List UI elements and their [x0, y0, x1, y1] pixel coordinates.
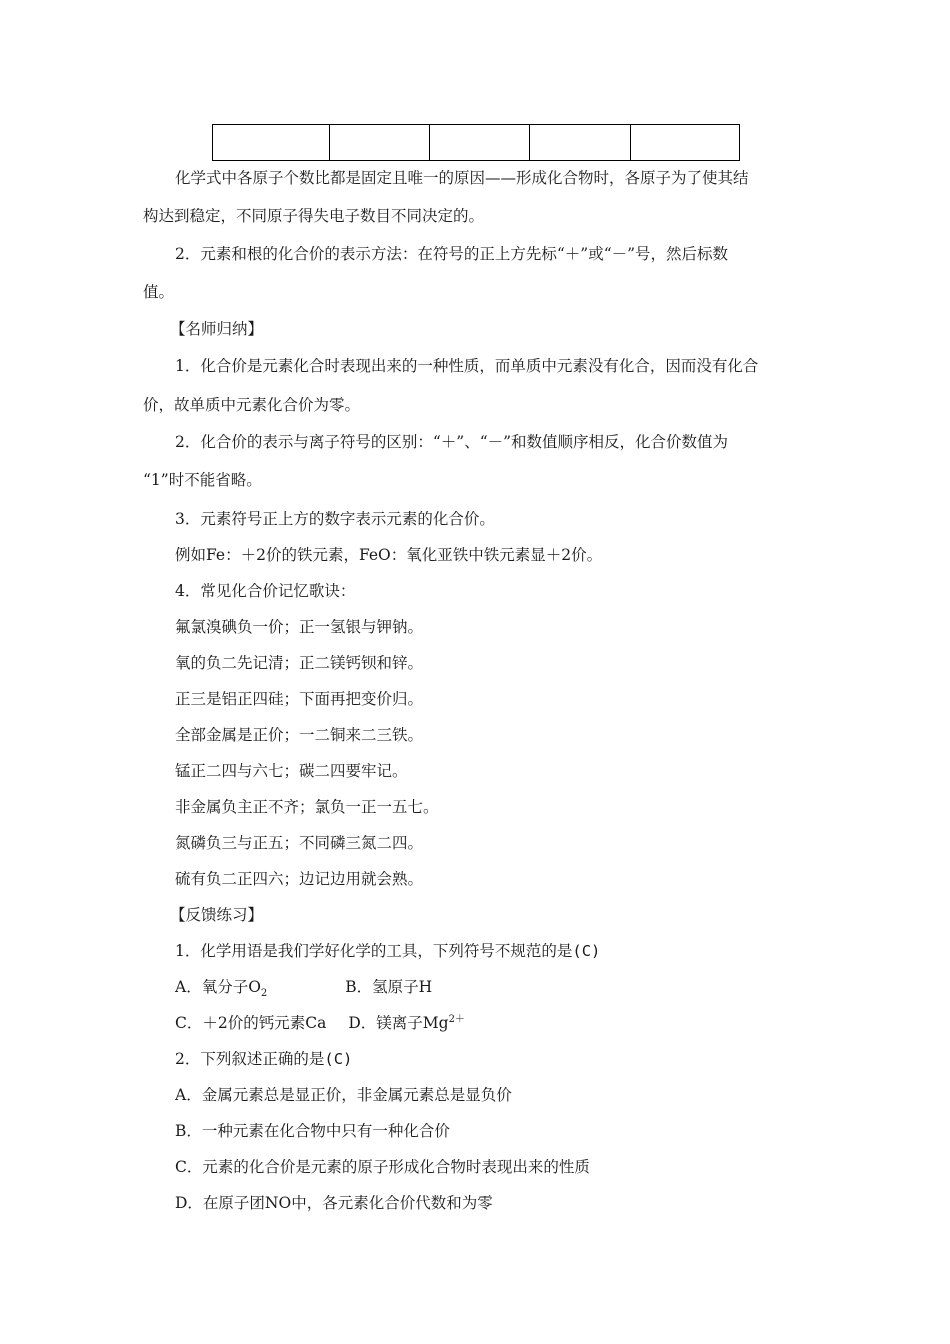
question-2-answer: (C) [324, 1050, 353, 1068]
question-2-option-c: C．元素的化合价是元素的原子形成化合物时表现出来的性质 [175, 1158, 590, 1176]
rhyme-line: 非金属负主正不齐；氯负一正一五七。 [175, 798, 439, 816]
para2-line2: 值。 [143, 283, 175, 301]
summary-item4: 4．常见化合价记忆歌诀： [175, 582, 356, 600]
summary-example: 例如Fe：＋2价的铁元素，FeO：氧化亚铁中铁元素显＋2价。 [175, 546, 603, 564]
summary-item2-line1: 2．化合价的表示与离子符号的区别：“＋”、“－”和数值顺序相反，化合价数值为 [175, 433, 729, 451]
table-cell [430, 125, 530, 161]
para1-line1: 化学式中各原子个数比都是固定且唯一的原因——形成化合物时，各原子为了使其结 [175, 169, 749, 187]
rhyme-line: 全部金属是正价；一二铜来二三铁。 [175, 726, 424, 744]
question-1-options-cd [0, 1013, 950, 1033]
table-cell [631, 125, 740, 161]
rhyme-line: 硫有负二正四六；边记边用就会熟。 [175, 870, 424, 888]
option-c: C．＋2价的钙元素Ca [175, 1014, 327, 1032]
question-1-options-ab [0, 977, 950, 1000]
rhyme-line: 氧的负二先记清；正二镁钙钡和锌。 [175, 654, 424, 672]
summary-item3: 3．元素符号正上方的数字表示元素的化合价。 [175, 510, 495, 528]
para1-line2: 构达到稳定，不同原子得失电子数目不同决定的。 [143, 207, 485, 225]
blank-table [212, 124, 740, 161]
table-cell [530, 125, 631, 161]
question-2-text: 2．下列叙述正确的是 [175, 1050, 325, 1068]
table-cell [330, 125, 430, 161]
rhyme-line: 氟氯溴碘负一价；正一氢银与钾钠。 [175, 618, 424, 636]
rhyme-line: 正三是铝正四硅；下面再把变价归。 [175, 690, 424, 708]
summary-item1-line2: 价，故单质中元素化合价为零。 [143, 396, 361, 414]
option-d-superscript: 2＋ [448, 1013, 465, 1025]
question-2-option-a: A．金属元素总是显正价，非金属元素总是显负价 [175, 1086, 512, 1104]
option-d-text: D．镁离子Mg [348, 1014, 449, 1032]
option-a-text: A．氧分子O [175, 978, 261, 996]
rhyme-line: 氮磷负三与正五；不同磷三氮二四。 [175, 834, 424, 852]
section-heading-feedback: 【反馈练习】 [170, 906, 264, 924]
option-a-subscript: 2 [260, 988, 268, 1000]
table-cell [213, 125, 330, 161]
para2-line1: 2．元素和根的化合价的表示方法：在符号的正上方先标“＋”或“－”号，然后标数 [175, 245, 729, 263]
question-1-answer: (C) [572, 942, 601, 960]
rhyme-line: 锰正二四与六七；碳二四要牢记。 [175, 762, 408, 780]
table-row [213, 125, 740, 161]
summary-item2-line2: “1”时不能省略。 [143, 471, 262, 489]
section-heading-summary: 【名师归纳】 [170, 320, 264, 338]
summary-item1-line1: 1．化合价是元素化合时表现出来的一种性质，而单质中元素没有化合，因而没有化合 [175, 357, 759, 375]
question-2-stem [0, 1049, 950, 1069]
question-1-stem [0, 941, 950, 961]
question-1-text: 1．化学用语是我们学好化学的工具，下列符号不规范的是 [175, 942, 573, 960]
option-d [348, 1014, 465, 1032]
question-2-option-b: B．一种元素在化合物中只有一种化合价 [175, 1122, 450, 1140]
question-2-option-d: D．在原子团NO中，各元素化合价代数和为零 [175, 1194, 493, 1212]
option-a [175, 978, 268, 1000]
option-b: B．氢原子H [345, 978, 433, 996]
